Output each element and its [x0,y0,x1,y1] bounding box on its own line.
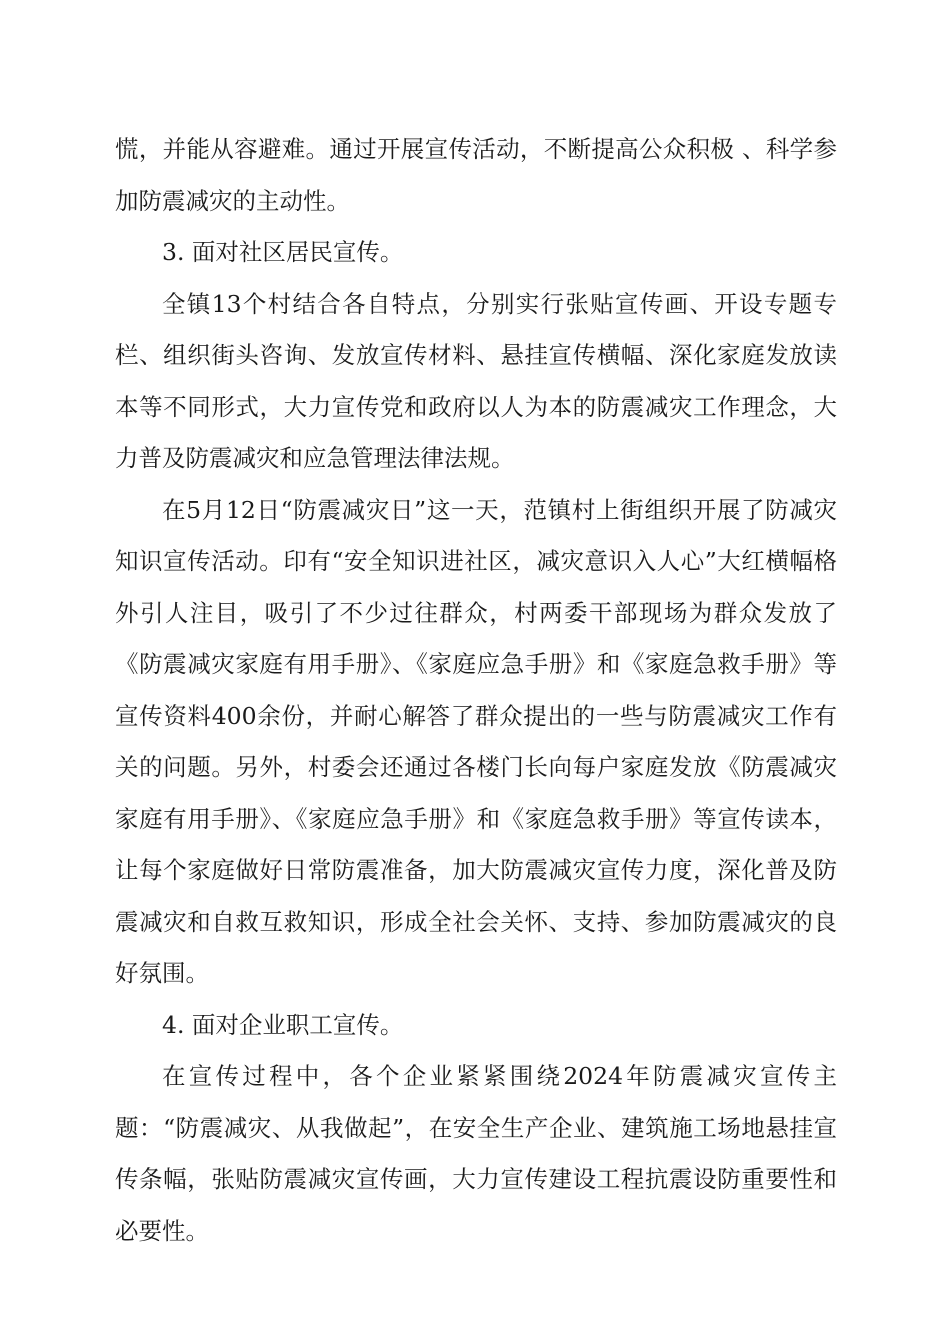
paragraph-disaster-day: 在5月12日“防震减灾日”这一天，范镇村上街组织开展了防减灾知识宣传活动。印有“安全知识进社区，减灾意识入人心”大红横幅格外引人注目，吸引了不少过往群众，村两委干部现场为群众发放了《防震减灾家庭有用手册》、《家庭应急手册》和《家庭急救手册》等宣传资料400余份，并耐心解答了群众提出的一些与防震减灾工作有关的问题。另外，村委会还通过各楼门长向每户家庭发放《防震减灾家庭有用手册》、《家庭应急手册》和《家庭急救手册》等宣传读本，让每个家庭做好日常防震准备，加大防震减灾宣传力度，深化普及防震减灾和自救互救知识，形成全社会关怀、支持、参加防震减灾的良好氛围。 [115,495,837,987]
document-body [115,124,837,1257]
paragraph-enterprise: 在宣传过程中，各个企业紧紧围绕2024年防震减灾宣传主题：“防震减灾、从我做起”，在安全生产企业、建筑施工场地悬挂宣传条幅，张贴防震减灾宣传画，大力宣传建设工程抗震设防重要性和必要性。 [115,1062,837,1245]
section-heading-4: 4. 面对企业职工宣传。 [162,1010,404,1039]
section-heading-3: 3. 面对社区居民宣传。 [162,238,404,266]
paragraph-community-villages: 全镇13个村结合各自特点，分别实行张贴宣传画、开设专题专栏、组织街头咨询、发放宣传材料、悬挂宣传横幅、深化家庭发放读本等不同形式，大力宣传党和政府以人为本的防震减灾工作理念，大力普及防震减灾和应急管理法律法规。 [115,289,837,472]
paragraph-continuation: 慌，并能从容避难。通过开展宣传活动，不断提高公众积极 、科学参加防震减灾的主动性。 [115,135,837,215]
